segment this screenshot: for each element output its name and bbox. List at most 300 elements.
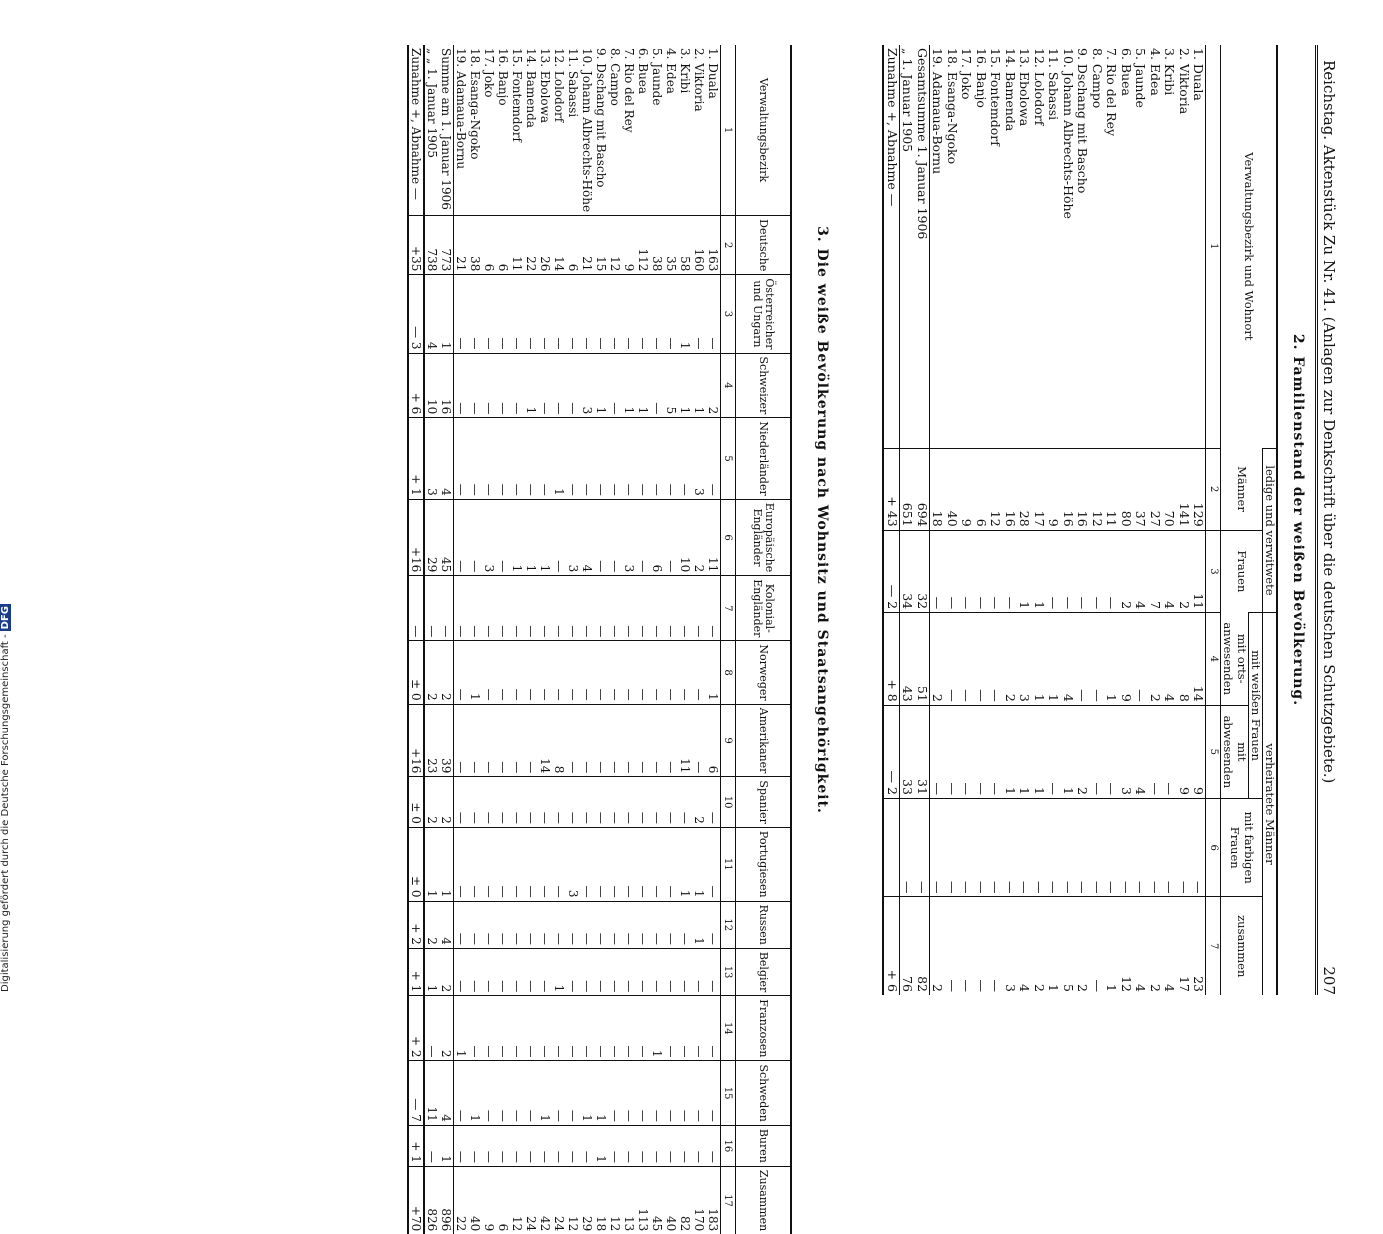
cell-value: — xyxy=(664,704,678,777)
cell-value: — xyxy=(692,1125,706,1166)
cell-value: — xyxy=(552,1061,566,1125)
cell-value: 2 xyxy=(706,353,721,418)
cell-value: — xyxy=(608,275,622,353)
cell-value: — xyxy=(566,901,580,948)
row-label: 9. Dschang mit Bascho xyxy=(594,48,608,188)
cell-value: — xyxy=(1162,705,1177,798)
table-row xyxy=(1046,45,1061,995)
cell-value: 170 xyxy=(692,1166,706,1234)
cell-value: — xyxy=(482,827,496,901)
cell-value: — xyxy=(664,827,678,901)
cell-value: — xyxy=(538,901,552,948)
cell-value: — xyxy=(580,901,594,948)
cell-value: — xyxy=(636,996,650,1061)
row-label: 5. Jaunde xyxy=(650,48,664,106)
cell-value: — xyxy=(664,418,678,499)
cell-value: 6 xyxy=(650,499,664,576)
cell-value: — xyxy=(496,418,510,499)
cell-value: — xyxy=(468,418,482,499)
cell-value: 6 xyxy=(496,1166,510,1234)
cell-value: — xyxy=(678,948,692,995)
cell-value: 16 xyxy=(439,353,454,418)
cell-value: — xyxy=(959,798,974,897)
cell-value: 70 xyxy=(1162,448,1177,530)
cell-value: +35 xyxy=(408,216,424,275)
row-label: Gesamtsumme 1. Januar 1906 xyxy=(914,45,929,448)
cell-value: — xyxy=(944,613,959,706)
cell-value: 9 xyxy=(1191,705,1206,798)
table-row xyxy=(524,45,538,1234)
cell-value: 6 xyxy=(482,216,496,275)
cell-value: — xyxy=(944,897,959,995)
cell-value: — xyxy=(664,996,678,1061)
table-row xyxy=(988,45,1003,995)
cell-value: — xyxy=(692,641,706,704)
cell-value: 14 xyxy=(538,704,552,777)
cell-value: — xyxy=(664,275,678,353)
cell-value: 2 xyxy=(1075,897,1090,995)
cell-value: — xyxy=(510,704,524,777)
col-women: Frauen xyxy=(1221,530,1263,612)
column-number: 8 xyxy=(721,641,736,704)
row-label: „ 1. Januar 1905 xyxy=(900,48,916,153)
cell-value: — xyxy=(552,499,566,576)
cell-value: 3 xyxy=(1118,705,1133,798)
cell-value: — xyxy=(1075,530,1090,612)
cell-value: — xyxy=(496,499,510,576)
cell-value: 1 xyxy=(524,353,538,418)
cell-value: — xyxy=(608,996,622,1061)
cell-value: 22 xyxy=(524,216,538,275)
row-label: 11. Sabassi xyxy=(1046,48,1062,121)
cell-value: 1 xyxy=(692,827,706,901)
table-row xyxy=(959,45,974,995)
cell-value: — xyxy=(552,777,566,828)
cell-value: 76 xyxy=(899,897,914,995)
cell-value: — xyxy=(1046,705,1061,798)
cell-value: — xyxy=(594,275,608,353)
cell-value: 183 xyxy=(706,1166,721,1234)
table-row xyxy=(468,45,482,1234)
cell-value: — xyxy=(566,1061,580,1125)
cell-value: 1 xyxy=(594,1061,608,1125)
col-men: Männer xyxy=(1221,448,1263,530)
cell-value: 33 xyxy=(899,705,914,798)
cell-value: 2 xyxy=(1031,897,1046,995)
table-row xyxy=(496,45,510,1234)
cell-value: 1 xyxy=(594,1125,608,1166)
cell-value: 18 xyxy=(929,448,944,530)
cell-value: — xyxy=(636,499,650,576)
column-number: 6 xyxy=(721,499,736,576)
cell-value: 160 xyxy=(692,216,706,275)
cell-value: +70 xyxy=(408,1166,424,1234)
cell-value: 1 xyxy=(678,275,692,353)
column-number: 4 xyxy=(721,353,736,418)
cell-value: 13 xyxy=(622,1166,636,1234)
row-label: 11. Sabassi xyxy=(566,48,580,118)
cell-value: 4 xyxy=(424,275,439,353)
row-label: 14. Bamenda xyxy=(524,48,538,128)
row-label: 12. Lolodorf xyxy=(1031,48,1047,126)
row-label: 4. Edea xyxy=(664,48,678,94)
column-number: 2 xyxy=(1206,448,1221,530)
cell-value: — xyxy=(959,530,974,612)
cell-value: 1 xyxy=(439,827,454,901)
cell-value: 82 xyxy=(678,1166,692,1234)
cell-value: 1 xyxy=(538,1061,552,1125)
cell-value: — xyxy=(482,353,496,418)
page-number: 207 xyxy=(1320,966,1338,995)
cell-value: — xyxy=(899,798,914,897)
cell-value: — xyxy=(1060,530,1075,612)
col-nationality: Zusammen xyxy=(736,1166,792,1234)
cell-value: — xyxy=(496,1061,510,1125)
col-nationality: Europäische Engländer xyxy=(736,499,792,576)
cell-value: 1 xyxy=(424,948,439,995)
column-number: 7 xyxy=(721,576,736,641)
cell-value: — xyxy=(678,996,692,1061)
cell-value: — xyxy=(636,827,650,901)
cell-value: — xyxy=(496,901,510,948)
row-label: 2. Viktoria xyxy=(1176,48,1192,115)
cell-value: — 3 xyxy=(408,275,424,353)
cell-value: 9 xyxy=(1176,705,1191,798)
cell-value: 29 xyxy=(424,499,439,576)
col-nationality: Portugiesen xyxy=(736,827,792,901)
row-label: 12. Lolodorf xyxy=(552,48,566,123)
cell-value: — xyxy=(524,576,538,641)
cell-value: 3 xyxy=(566,827,580,901)
cell-value: 23 xyxy=(424,704,439,777)
cell-value: 1 xyxy=(454,996,469,1061)
cell-value: — xyxy=(608,901,622,948)
cell-value: 82 xyxy=(914,897,929,995)
cell-value: — xyxy=(622,827,636,901)
dfg-logo: DFG xyxy=(0,606,11,630)
cell-value: — xyxy=(454,777,469,828)
cell-value: 5 xyxy=(1060,897,1075,995)
table-row xyxy=(1002,45,1017,995)
cell-value: — xyxy=(706,948,721,995)
cell-value: 11 xyxy=(706,499,721,576)
cell-value: — xyxy=(538,827,552,901)
cell-value: 22 xyxy=(454,1166,469,1234)
cell-value: — xyxy=(524,275,538,353)
table-row xyxy=(454,45,469,1234)
cell-value: — xyxy=(973,705,988,798)
cell-value: — xyxy=(496,576,510,641)
col-nationality: Niederländer xyxy=(736,418,792,499)
table-row xyxy=(439,45,454,1234)
cell-value: — xyxy=(594,418,608,499)
table-row xyxy=(408,45,424,1234)
cell-value: 113 xyxy=(636,1166,650,1234)
cell-value: — xyxy=(622,418,636,499)
cell-value: 1 xyxy=(692,353,706,418)
cell-value: — xyxy=(692,996,706,1061)
row-label: 13. Ebolowa xyxy=(1017,48,1033,127)
cell-value: 4 xyxy=(439,418,454,499)
cell-value: — xyxy=(1118,798,1133,897)
cell-value: 12 xyxy=(510,1166,524,1234)
cell-value: 1 xyxy=(552,948,566,995)
cell-value: 6 xyxy=(496,216,510,275)
cell-value: — xyxy=(496,1125,510,1166)
cell-value: — xyxy=(524,996,538,1061)
cell-value: — xyxy=(608,1125,622,1166)
cell-value: — xyxy=(1075,613,1090,706)
cell-value: 1 xyxy=(678,353,692,418)
cell-value: — xyxy=(678,901,692,948)
cell-value: 2 xyxy=(692,499,706,576)
table-row xyxy=(692,45,706,1234)
column-number: 5 xyxy=(1206,705,1221,798)
cell-value: — xyxy=(510,827,524,901)
cell-value: — xyxy=(692,704,706,777)
cell-value: 11 xyxy=(1104,448,1119,530)
cell-value: 112 xyxy=(636,216,650,275)
cell-value: 40 xyxy=(944,448,959,530)
cell-value: 4 xyxy=(1133,705,1148,798)
cell-value xyxy=(883,798,899,897)
cell-value: — xyxy=(580,827,594,901)
cell-value: — xyxy=(482,1061,496,1125)
cell-value: — xyxy=(580,576,594,641)
cell-value: 58 xyxy=(678,216,692,275)
cell-value: — xyxy=(580,1125,594,1166)
row-label: Zunahme +, Abnahme — xyxy=(883,45,899,448)
cell-value: — xyxy=(706,996,721,1061)
table-row xyxy=(636,45,650,1234)
cell-value: 2 xyxy=(424,777,439,828)
cell-value: 17 xyxy=(1176,897,1191,995)
cell-value: — xyxy=(482,576,496,641)
row-label: Summe am 1. Januar 1906 xyxy=(439,45,454,216)
cell-value: — xyxy=(594,901,608,948)
cell-value: — xyxy=(538,777,552,828)
cell-value: — xyxy=(636,1061,650,1125)
cell-value: — xyxy=(650,1125,664,1166)
cell-value: — xyxy=(1133,798,1148,897)
cell-value: 12 xyxy=(608,216,622,275)
cell-value: 4 xyxy=(1162,613,1177,706)
cell-value: — xyxy=(608,418,622,499)
cell-value: — xyxy=(1147,705,1162,798)
cell-value: — xyxy=(929,705,944,798)
cell-value: — xyxy=(944,705,959,798)
table-row xyxy=(664,45,678,1234)
row-label: 17. Joko xyxy=(482,48,496,98)
table-row xyxy=(594,45,608,1234)
cell-value: ± 0 xyxy=(408,827,424,901)
cell-value: 40 xyxy=(664,1166,678,1234)
cell-value: — xyxy=(594,827,608,901)
col-white-wives: mit weißen Frauen xyxy=(1248,613,1262,799)
row-label: 6. Buea xyxy=(1118,48,1134,96)
cell-value: — xyxy=(1147,798,1162,897)
cell-value: 12 xyxy=(1089,448,1104,530)
cell-value: — xyxy=(538,948,552,995)
cell-value: — xyxy=(650,777,664,828)
table-row xyxy=(1017,45,1032,995)
cell-value: — xyxy=(608,499,622,576)
cell-value: — xyxy=(1089,897,1104,995)
cell-value: — xyxy=(1002,798,1017,897)
table-row xyxy=(914,45,929,995)
cell-value: — xyxy=(524,777,538,828)
cell-value: — xyxy=(988,613,1003,706)
col-district: Verwaltungsbezirk xyxy=(736,45,792,216)
cell-value: 3 xyxy=(1017,613,1032,706)
cell-value: — 2 xyxy=(883,530,899,612)
row-label: 3. Kribi xyxy=(678,48,692,94)
table-row xyxy=(510,45,524,1234)
cell-value: — xyxy=(566,353,580,418)
table-row xyxy=(482,45,496,1234)
cell-value: — xyxy=(608,641,622,704)
cell-value: 1 xyxy=(538,499,552,576)
cell-value: — xyxy=(454,704,469,777)
cell-value: 3 xyxy=(566,499,580,576)
cell-value: 1 xyxy=(594,353,608,418)
cell-value: 1 xyxy=(552,418,566,499)
cell-value: 7 xyxy=(1147,530,1162,612)
cell-value: — xyxy=(594,641,608,704)
cell-value: 28 xyxy=(1017,448,1032,530)
cell-value: 21 xyxy=(580,216,594,275)
cell-value: — xyxy=(552,641,566,704)
cell-value: — xyxy=(524,418,538,499)
cell-value: 651 xyxy=(899,448,914,530)
cell-value: 1 xyxy=(622,353,636,418)
cell-value: — 7 xyxy=(408,1061,424,1125)
cell-value: — xyxy=(706,576,721,641)
cell-value: — xyxy=(482,275,496,353)
row-label: 4. Edea xyxy=(1147,48,1163,96)
cell-value: — xyxy=(482,641,496,704)
cell-value: — xyxy=(608,704,622,777)
col-nationality: Deutsche xyxy=(736,216,792,275)
cell-value: 34 xyxy=(899,530,914,612)
cell-value: — xyxy=(973,897,988,995)
cell-value: — xyxy=(706,827,721,901)
row-label: 10. Johann Albrechts-Höhe xyxy=(1060,48,1076,219)
cell-value: 5 xyxy=(664,353,678,418)
cell-value: 80 xyxy=(1118,448,1133,530)
table-row xyxy=(944,45,959,995)
col-colored-wives: mit farbigen Frauen xyxy=(1221,798,1263,897)
cell-value: — xyxy=(482,418,496,499)
cell-value: 1 xyxy=(439,275,454,353)
cell-value: 1 xyxy=(1031,613,1046,706)
cell-value: — xyxy=(538,1125,552,1166)
cell-value: 6 xyxy=(706,704,721,777)
column-number: 6 xyxy=(1206,798,1221,897)
cell-value: 826 xyxy=(424,1166,439,1234)
cell-value: — xyxy=(664,777,678,828)
cell-value: — xyxy=(622,901,636,948)
cell-value: 694 xyxy=(914,448,929,530)
cell-value: 1 xyxy=(1002,705,1017,798)
cell-value: 45 xyxy=(650,1166,664,1234)
cell-value: — xyxy=(1031,798,1046,897)
cell-value: 1 xyxy=(1031,530,1046,612)
cell-value: — xyxy=(496,827,510,901)
cell-value: — xyxy=(468,576,482,641)
column-number: 15 xyxy=(721,1061,736,1125)
cell-value: — xyxy=(552,996,566,1061)
cell-value: — xyxy=(650,418,664,499)
cell-value: — xyxy=(706,777,721,828)
cell-value: — xyxy=(929,530,944,612)
cell-value: — xyxy=(594,777,608,828)
cell-value: — xyxy=(510,576,524,641)
row-label: 18. Esanga-Ngoko xyxy=(944,48,960,165)
cell-value: 2 xyxy=(929,897,944,995)
column-number: 7 xyxy=(1206,897,1221,995)
cell-value: 3 xyxy=(424,418,439,499)
col-nationality: Schweizer xyxy=(736,353,792,418)
cell-value: — xyxy=(510,901,524,948)
cell-value: — xyxy=(914,798,929,897)
cell-value: + 2 xyxy=(408,901,424,948)
table-row xyxy=(580,45,594,1234)
cell-value: — xyxy=(664,641,678,704)
cell-value: 11 xyxy=(424,1061,439,1125)
table-row xyxy=(1162,45,1177,995)
row-label: 8. Campo xyxy=(1089,48,1105,109)
row-label: 16. Banjo xyxy=(496,48,510,106)
cell-value: 9 xyxy=(959,448,974,530)
cell-value: — xyxy=(552,901,566,948)
cell-value: — xyxy=(664,1061,678,1125)
cell-value: — xyxy=(454,576,469,641)
cell-value: — xyxy=(580,996,594,1061)
cell-value: — xyxy=(510,948,524,995)
cell-value: — xyxy=(664,948,678,995)
cell-value: 6 xyxy=(973,448,988,530)
cell-value: — xyxy=(552,1125,566,1166)
cell-value: 1 xyxy=(524,499,538,576)
cell-value: — xyxy=(566,948,580,995)
section2-title: 2. Familienstand der weißen Bevölkerung. xyxy=(1290,333,1306,707)
column-number: 16 xyxy=(721,1125,736,1166)
column-number: 2 xyxy=(721,216,736,275)
column-number: 13 xyxy=(721,948,736,995)
col-nationality: Kolonial-Engländer xyxy=(736,576,792,641)
cell-value: 163 xyxy=(706,216,721,275)
cell-value: — xyxy=(650,353,664,418)
cell-value: — xyxy=(424,1125,439,1166)
row-label: 9. Dschang mit Bascho xyxy=(1075,48,1091,194)
cell-value: 1 xyxy=(678,827,692,901)
cell-value: 37 xyxy=(1133,448,1148,530)
cell-value: 1 xyxy=(1031,705,1046,798)
cell-value: 9 xyxy=(482,1166,496,1234)
cell-value: — xyxy=(1075,798,1090,897)
cell-value: 12 xyxy=(608,1166,622,1234)
cell-value: — xyxy=(594,948,608,995)
table-row xyxy=(973,45,988,995)
cell-value: 2 xyxy=(1002,613,1017,706)
cell-value: — xyxy=(1162,798,1177,897)
cell-value: + 8 xyxy=(883,613,899,706)
cell-value: 17 xyxy=(1031,448,1046,530)
cell-value: — xyxy=(454,499,469,576)
cell-value: 12 xyxy=(988,448,1003,530)
cell-value: — xyxy=(566,777,580,828)
